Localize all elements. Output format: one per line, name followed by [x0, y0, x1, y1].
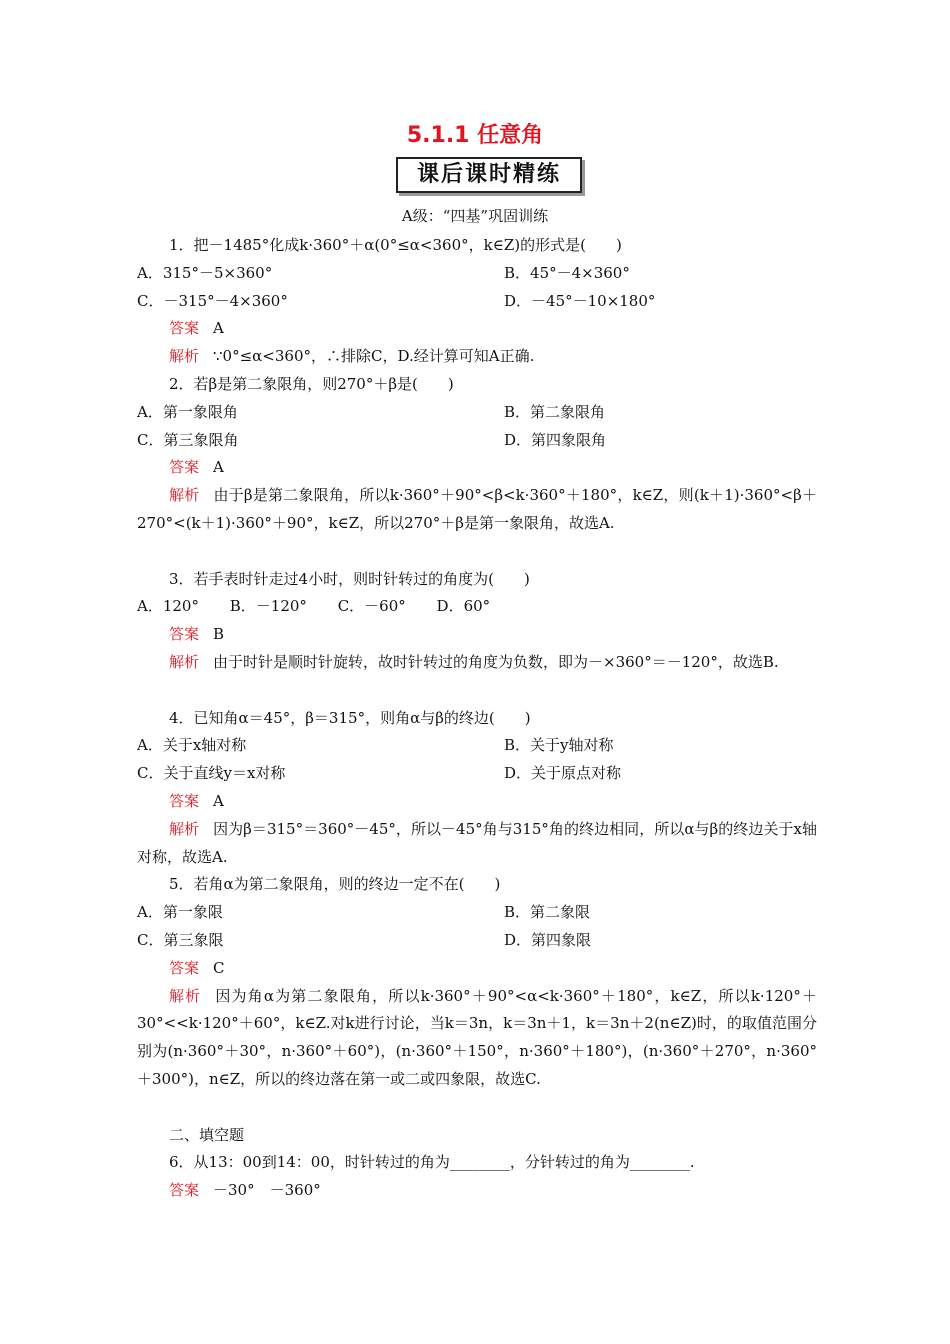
option-a: A．第一象限	[137, 903, 223, 922]
option-b: B．第二象限角	[504, 402, 606, 421]
option-d: D．60°	[436, 597, 491, 616]
section-heading-fill-in: 二、填空题	[169, 1125, 245, 1144]
answer-value: A	[213, 791, 224, 810]
analysis-text: ∵0°≤α<360°，∴排除C，D.经计算可知A正确.	[213, 347, 535, 366]
question-1-analysis	[137, 343, 817, 371]
question-5-options-cd	[137, 927, 817, 955]
analysis-text: 因为角α为第二象限角，所以k·360°＋90°<α<k·360°＋180°，k∈Z，所以k·120°＋30°<<k·120°＋60°，k∈Z.对k进行讨论，当k＝3n，k＝3n＋1，k＝3n＋2(n∈Z)时，的取值范围分别为(n·360°＋30°，n·360°＋60°)，(n·360°＋150°，n·360°＋180°)，(n·360°＋270°，n·360°＋300°)，n∈Z，所以的终边落在第一或二或四象限，故选C.	[137, 986, 817, 1088]
option-b: B．－120°	[229, 597, 307, 616]
option-d: D．第四象限	[504, 930, 592, 949]
option-a: A．第一象限角	[137, 402, 238, 421]
answer-value: A	[213, 458, 224, 477]
analysis-text: 由于β是第二象限角，所以k·360°＋90°<β<k·360°＋180°，k∈Z，则(k＋1)·360°<β＋270°<(k＋1)·360°＋90°，k∈Z，所以270°＋β是第一象限角，故选A.	[137, 486, 817, 532]
answer-label: 答案	[169, 625, 200, 644]
question-5-answer	[137, 955, 817, 983]
analysis-text: 由于时针是顺时针旋转，故时针转过的角度为负数，即为－×360°＝－120°，故选B.	[213, 652, 779, 671]
option-a: A．120°	[137, 597, 199, 616]
option-a: A．315°－5×360°	[137, 263, 273, 282]
option-b: B．第二象限	[504, 903, 591, 922]
question-2-options-cd	[137, 427, 817, 455]
option-c: C．第三象限角	[137, 430, 239, 449]
exercise-banner: 课后课时精练	[396, 157, 582, 193]
option-b: B．关于y轴对称	[504, 736, 614, 755]
answer-value: A	[213, 319, 224, 338]
question-3-answer	[137, 621, 817, 649]
answer-label: 答案	[169, 458, 200, 477]
answer-label: 答案	[169, 319, 200, 338]
question-2-options-ab	[137, 399, 817, 427]
question-list	[137, 232, 817, 1205]
page-title: 5.1.1 任意角	[406, 123, 544, 148]
question-1-options-ab	[137, 260, 817, 288]
option-c: C．第三象限	[137, 930, 224, 949]
question-4-stem: 4．已知角α＝45°，β＝315°，则角α与β的终边( )	[169, 708, 531, 727]
option-c: C．－60°	[337, 597, 406, 616]
question-6-answer	[137, 1177, 817, 1205]
answer-value: －30° －360°	[213, 1181, 321, 1200]
analysis-text: 因为β＝315°＝360°－45°，所以－45°角与315°角的终边相同，所以α与β的终边关于x轴对称，故选A.	[137, 819, 817, 866]
option-d: D．第四象限角	[504, 430, 607, 449]
answer-label: 答案	[169, 1181, 200, 1200]
question-6-stem: 6．从13：00到14：00，时针转过的角为________，分针转过的角为________.	[169, 1153, 695, 1172]
question-1-stem: 1．把－1485°化成k·360°＋α(0°≤α<360°，k∈Z)的形式是( )	[169, 236, 622, 254]
question-3-options	[137, 593, 817, 621]
question-4-analysis	[137, 816, 817, 872]
option-c: C．关于直线y＝x对称	[137, 764, 286, 783]
answer-label: 答案	[169, 958, 200, 977]
question-2-analysis	[137, 482, 817, 565]
analysis-label: 解析	[169, 652, 200, 671]
question-5-stem: 5．若角α为第二象限角，则的终边一定不在( )	[169, 875, 501, 894]
analysis-label: 解析	[169, 347, 200, 366]
analysis-label: 解析	[169, 819, 200, 838]
question-3-stem: 3．若手表时针走过4小时，则时针转过的角度为( )	[169, 569, 530, 588]
question-4-options-cd	[137, 760, 817, 788]
option-b: B．45°－4×360°	[504, 263, 630, 282]
question-5-analysis	[137, 983, 817, 1122]
question-4-options-ab	[137, 732, 817, 760]
question-4-answer	[137, 788, 817, 816]
analysis-label: 解析	[169, 486, 200, 505]
question-1-options-cd	[137, 288, 817, 316]
option-d: D．关于原点对称	[504, 764, 622, 783]
answer-value: C	[213, 958, 225, 977]
section-heading-a: A级：“四基”巩固训练	[401, 207, 549, 225]
question-1-answer	[137, 315, 817, 343]
option-c: C．－315°－4×360°	[137, 291, 288, 310]
answer-label: 答案	[169, 791, 200, 810]
analysis-label: 解析	[169, 986, 202, 1005]
question-5-options-ab	[137, 899, 817, 927]
answer-value: B	[213, 625, 225, 644]
question-3-analysis	[137, 649, 817, 705]
question-2-stem: 2．若β是第二象限角，则270°＋β是( )	[169, 374, 454, 393]
question-2-answer	[137, 454, 817, 482]
option-a: A．关于x轴对称	[137, 736, 247, 755]
option-d: D．－45°－10×180°	[504, 291, 656, 310]
